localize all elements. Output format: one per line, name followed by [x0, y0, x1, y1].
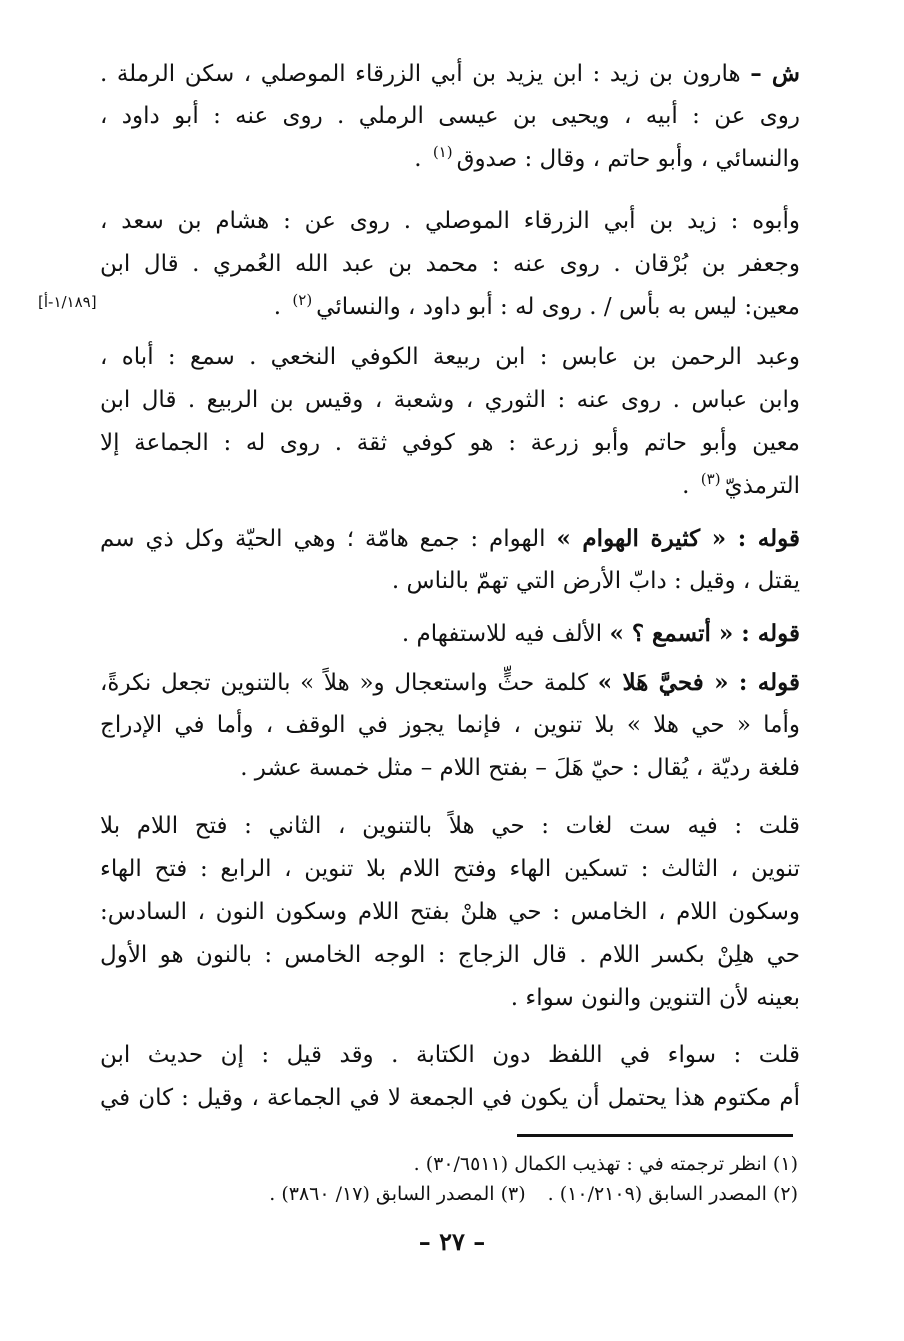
text-line: الهوام : جمع هامّة ؛ وهي الحيّة وكل ذي سم [100, 526, 546, 552]
footnote-separator [517, 1134, 793, 1137]
paragraph-2: وأبوه : زيد بن أبي الزرقاء الموصلي . روى عن : هشام بن سعد ، وجعفر بن بُرْقان . روى عنه : محمد بن عبد الله العُمري . قال ابن معين: ليس به بأس / . روى له : أبو داود ، والنسائي$^{(٢)}$ . [100, 200, 800, 329]
text-line: فلغة رديّة ، يُقال : حيّ هَلَ – بفتح اللام – مثل خمسة عشر . [240, 755, 800, 781]
text-line: الترمذيّ [724, 473, 800, 499]
text-line: الألف فيه للاستفهام . [401, 621, 603, 647]
text-line: كلمة حثٍّ واستعجال و« هلاً » بالتنوين تجعل نكرةً، [100, 670, 589, 696]
text-line: وجعفر بن بُرْقان . روى عنه : محمد بن عبد الله العُمري . قال ابن [100, 251, 800, 277]
text-line: والنسائي ، وأبو حاتم ، وقال : صدوق [456, 146, 800, 172]
footnotes [120, 1149, 798, 1209]
footnote-reference: (٢) [292, 291, 313, 309]
footnote: (١) انظر ترجمته في : تهذيب الكمال (٣٠/٦٥١١) . [413, 1153, 798, 1175]
text-line: هارون بن زيد : ابن يزيد بن أبي الزرقاء الموصلي ، سكن الرملة . [100, 61, 741, 87]
paragraph-1: ش – هارون بن زيد : ابن يزيد بن أبي الزرقاء الموصلي ، سكن الرملة . روى عن : أبيه ، ويحيى بن عيسى الرملي . روى عنه : أبو داود ، والنسائي ، وأبو حاتم ، وقال : صدوق$^{(١)}$ . [100, 60, 800, 172]
paragraph-8 [100, 1034, 800, 1120]
quote-heading: قوله : « كثيرة الهوام » [556, 525, 801, 552]
page-number: – ٢٧ – [418, 1227, 486, 1256]
text-line: يقتل ، وقيل : دابّ الأرض التي تهمّ بالناس . [391, 568, 800, 594]
text-line: وأما « حي هلا » بلا تنوين ، فإنما يجوز في الوقف ، وأما في الإدراج [100, 712, 800, 738]
footnote-reference: (١) [432, 143, 453, 161]
quote-heading: قوله : « أتسمع ؟ » [609, 620, 800, 647]
text-line: بعينه لأن التنوين والنون سواء . [510, 985, 800, 1011]
margin-volume-reference: [١/١٨٩-أ] [38, 293, 97, 311]
footnote: (٢) المصدر السابق (١٠/٢١٠٩) . [547, 1183, 798, 1205]
text-line: حي هلِنْ بكسر اللام . قال الزجاج : الوجه الخامس : بالنون هو الأول [100, 942, 800, 968]
entry-marker: ش – [750, 60, 800, 87]
paragraph-7 [100, 805, 800, 1020]
paragraph-3: وعبد الرحمن بن عابس : ابن ربيعة الكوفي النخعي . سمع : أباه ، وابن عباس . روى عنه : الثوري ، وشعبة ، وقيس بن الربيع . قال ابن معين وأبو حاتم وأبو زرعة : هو كوفي ثقة . روى له : الجماعة إلا الترمذيّ$^{(٣)}$ . [100, 336, 800, 508]
text-line: روى عن : أبيه ، ويحيى بن عيسى الرملي . روى عنه : أبو داود ، [100, 103, 800, 129]
text-line: وابن عباس . روى عنه : الثوري ، وشعبة ، وقيس بن الربيع . قال ابن [100, 387, 800, 413]
text-line: معين: ليس به بأس / . روى له : أبو داود ، والنسائي [316, 294, 800, 320]
text-line: وعبد الرحمن بن عابس : ابن ربيعة الكوفي النخعي . سمع : أباه ، [100, 344, 800, 370]
text-line: معين وأبو حاتم وأبو زرعة : هو كوفي ثقة . روى له : الجماعة إلا [100, 430, 800, 456]
text-line: تنوين ، الثالث : تسكين الهاء وفتح اللام بلا تنوين ، الرابع : فتح الهاء [100, 856, 800, 882]
text-line: وأبوه : زيد بن أبي الزرقاء الموصلي . روى عن : هشام بن سعد ، [100, 208, 800, 234]
text-line: قلت : سواء في اللفظ دون الكتابة . وقد قيل : إن حديث ابن [100, 1042, 801, 1068]
text-line: وسكون اللام ، الخامس : حي هلنْ بفتح اللام وسكون النون ، السادس: [100, 899, 800, 925]
paragraph-5 [100, 612, 800, 655]
paragraph-4 [100, 517, 800, 603]
footnote: (٣) المصدر السابق (١٧/ ٣٨٦٠) . [269, 1183, 526, 1205]
quote-heading: قوله : « فحيَّ هَلا » [597, 669, 800, 696]
footnote-reference: (٣) [700, 470, 721, 488]
paragraph-6 [100, 661, 800, 790]
text-line: قلت : فيه ست لغات : حي هلاً بالتنوين ، الثاني : فتح اللام بلا [100, 813, 800, 839]
text-line: أم مكتوم هذا يحتمل أن يكون في الجمعة لا في الجماعة ، وقيل : كان في [100, 1085, 800, 1111]
